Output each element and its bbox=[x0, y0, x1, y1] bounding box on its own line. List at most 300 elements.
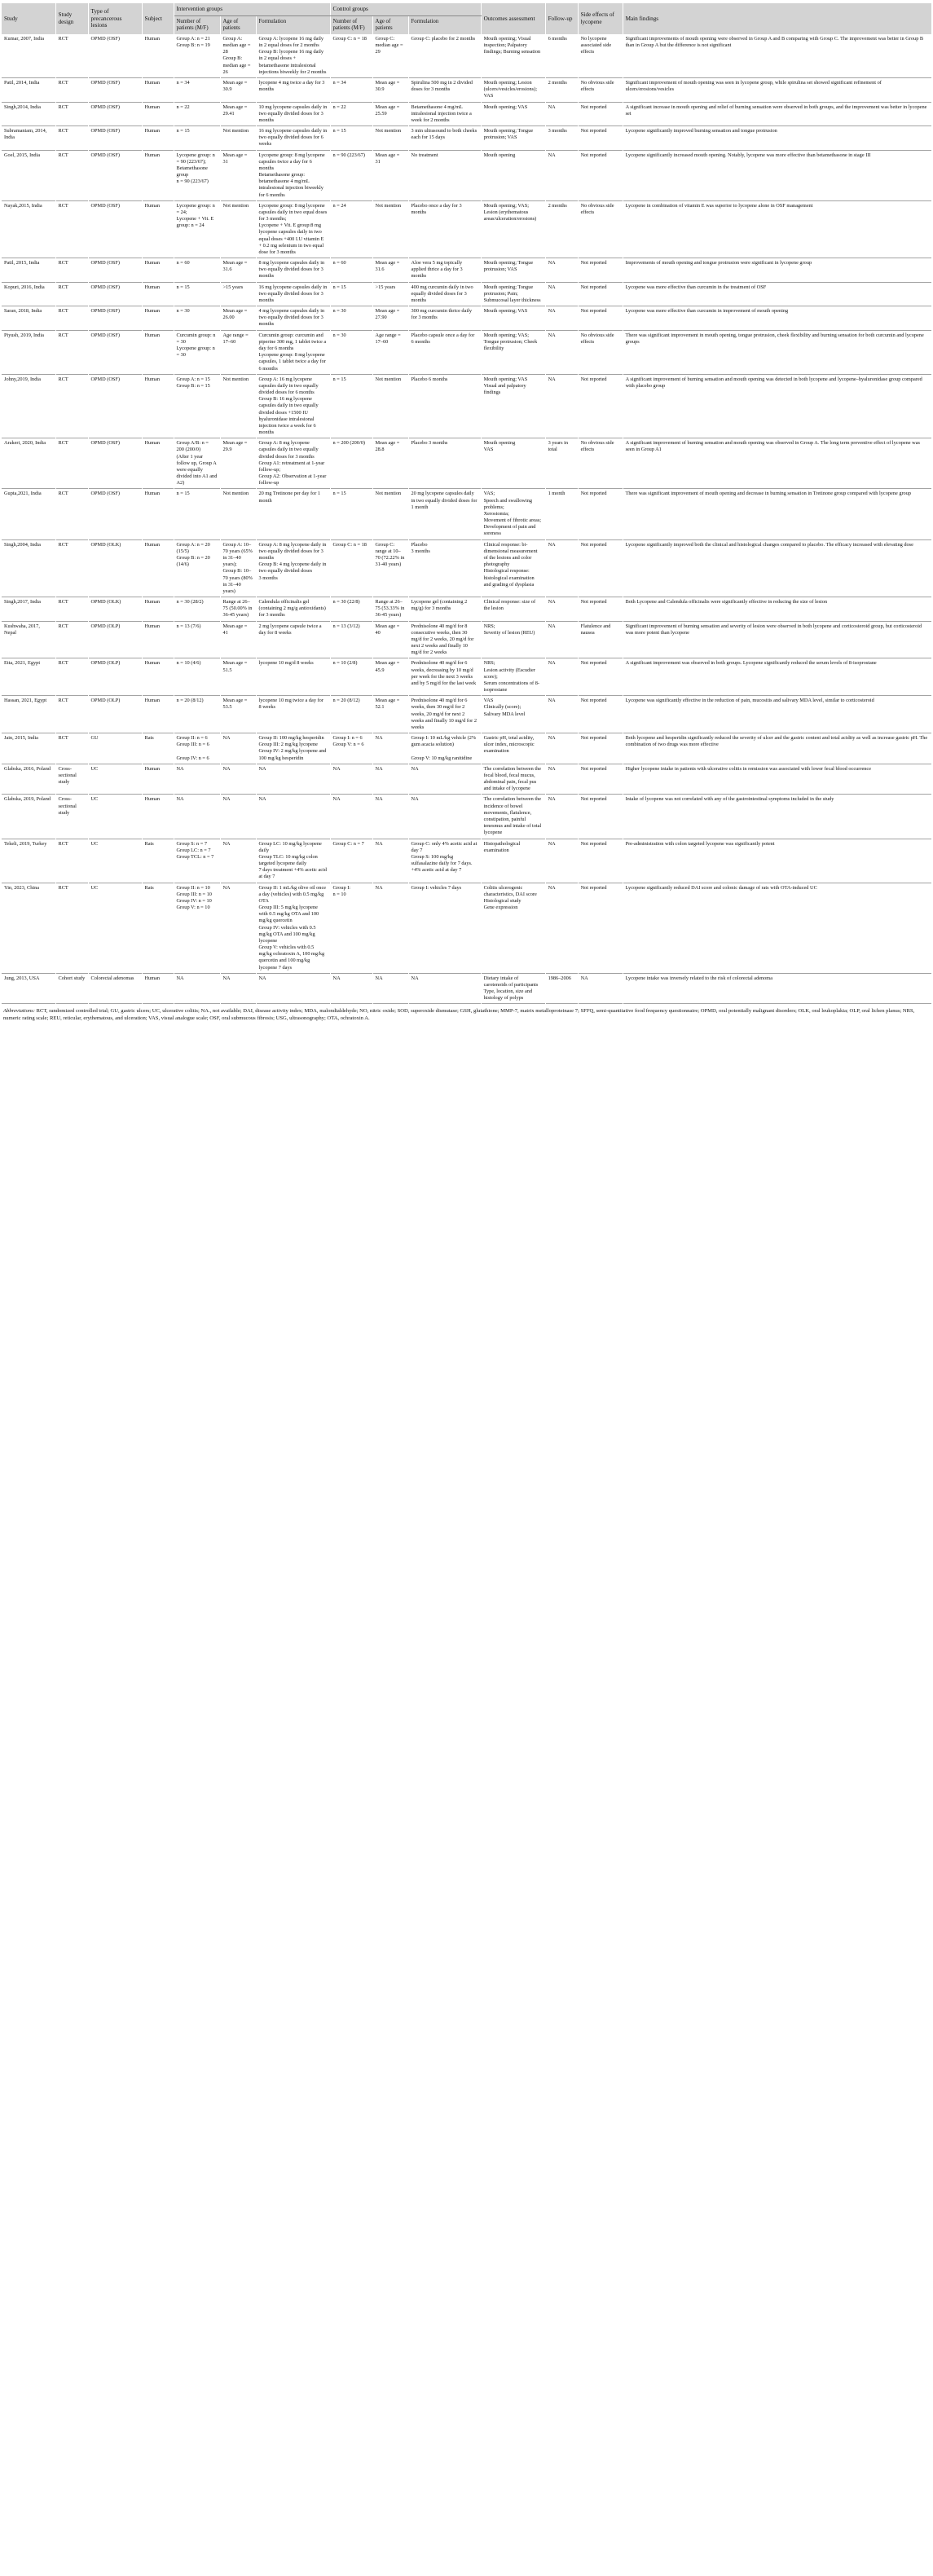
cell-control-formulation: NA bbox=[408, 973, 481, 1004]
cell-follow-up: NA bbox=[545, 883, 578, 973]
cell-intervention-age: Not mention bbox=[220, 200, 256, 258]
table-row bbox=[2, 330, 931, 374]
cell-subject: Human bbox=[142, 34, 174, 78]
cell-control-formulation: Group I: 10 mL/kg vehicle (2% gum acacia solution) Group V: 10 mg/kg ranitidine bbox=[408, 733, 481, 764]
cell-subject: Rats bbox=[142, 883, 174, 973]
cell-study: Tekeli, 2019, Turkey bbox=[2, 839, 55, 883]
cell-follow-up: NA bbox=[545, 795, 578, 839]
cell-intervention-formulation: 10 mg lycopene capsules daily in two equally divided doses for 3 months bbox=[256, 102, 330, 126]
cell-control-age: Group C: range at 10–70 (72.22% in 31-40 years) bbox=[372, 539, 408, 597]
header-control-formulation: Formulation bbox=[408, 15, 481, 34]
cell-control-formulation: Placebo 3 months bbox=[408, 539, 481, 597]
cell-study-design: RCT bbox=[55, 489, 88, 539]
cell-side-effects: No lycopene associated side effects bbox=[578, 34, 623, 78]
cell-intervention-formulation: Group LC: 10 mg/kg lycopene daily Group TLC: 10 mg/kg colon targeted lycopene daily 7 days treatment +4% acetic acid at day 7 bbox=[256, 839, 330, 883]
cell-study-design: RCT bbox=[55, 539, 88, 597]
cell-control-formulation: NA bbox=[408, 795, 481, 839]
cell-study: Gupta,2021, India bbox=[2, 489, 55, 539]
cell-control-n: Group I: n = 6 Group V: n = 6 bbox=[330, 733, 372, 764]
cell-main-findings: Lycopene intake was inversely related to the risk of colorectal adenoma bbox=[623, 973, 931, 1004]
cell-study: Kumar, 2007, India bbox=[2, 34, 55, 78]
cell-follow-up: NA bbox=[545, 597, 578, 622]
table-row bbox=[2, 102, 931, 126]
cell-lesion-type: OPMD (OSF) bbox=[88, 258, 142, 283]
cell-control-age: Age range = 17–60 bbox=[372, 330, 408, 374]
cell-follow-up: 2 months bbox=[545, 200, 578, 258]
cell-intervention-n: n = 30 (28/2) bbox=[174, 597, 220, 622]
cell-study-design: RCT bbox=[55, 839, 88, 883]
cell-control-n: n = 200 (200/0) bbox=[330, 438, 372, 489]
cell-control-n: Group C: n = 18 bbox=[330, 539, 372, 597]
cell-study: Jung, 2013, USA bbox=[2, 973, 55, 1004]
cell-control-formulation: Placebo 6 months bbox=[408, 374, 481, 438]
header-control-groups: Control groups bbox=[330, 3, 481, 15]
cell-intervention-n: NA bbox=[174, 973, 220, 1004]
cell-intervention-age: Group A: median age = 28 Group B: median age = 26 bbox=[220, 34, 256, 78]
cell-main-findings: Improvements of mouth opening and tongue protrusion were significant in lycopene group bbox=[623, 258, 931, 283]
cell-lesion-type: OPMD (OSF) bbox=[88, 34, 142, 78]
cell-intervention-formulation: 8 mg lycopene capsules daily in two equally divided doses for 3 months bbox=[256, 258, 330, 283]
cell-main-findings: Both lycopene and hesperidin significantly reduced the severity of ulcer and the gastric content and total acidity as well as increase gastric pH. The combination of two drugs was more effective bbox=[623, 733, 931, 764]
cell-intervention-n: Group A/B: n = 200 (200/0) (After 1 year follow up, Group A were equally divided into A1 and A2) bbox=[174, 438, 220, 489]
cell-study: Patil, 2014, India bbox=[2, 77, 55, 102]
cell-intervention-age: Mean age = 31.6 bbox=[220, 258, 256, 283]
cell-control-age: Mean age = 30.9 bbox=[372, 77, 408, 102]
cell-control-n: n = 30 (22/8) bbox=[330, 597, 372, 622]
cell-intervention-age: Range at 26–75 (50.00% in 36-45 years) bbox=[220, 597, 256, 622]
cell-intervention-n: Curcumin group: n = 30 Lycopene group: n = 30 bbox=[174, 330, 220, 374]
cell-study: Kopuri, 2016, India bbox=[2, 282, 55, 306]
cell-control-n: NA bbox=[330, 973, 372, 1004]
cell-intervention-n: n = 20 (8/12) bbox=[174, 696, 220, 733]
cell-subject: Human bbox=[142, 489, 174, 539]
cell-subject: Human bbox=[142, 77, 174, 102]
cell-intervention-formulation: Group II: 100 mg/kg hesperidin Group III: 2 mg/kg lycopene Group IV: 2 mg/kg lycopene and 100 mg/kg hesperidin bbox=[256, 733, 330, 764]
table-row bbox=[2, 374, 931, 438]
cell-main-findings: Lycopene was more effective than curcumin in improvement of mouth opening bbox=[623, 306, 931, 331]
cell-intervention-n: n = 34 bbox=[174, 77, 220, 102]
cell-subject: Human bbox=[142, 258, 174, 283]
header-follow-up: Follow-up bbox=[545, 3, 578, 34]
cell-intervention-age: NA bbox=[220, 764, 256, 795]
cell-subject: Human bbox=[142, 795, 174, 839]
cell-follow-up: NA bbox=[545, 839, 578, 883]
cell-follow-up: 3 years in total bbox=[545, 438, 578, 489]
cell-outcomes: Mouth opening; VAS Visual and palpatory findings bbox=[481, 374, 545, 438]
cell-intervention-n: Group A: n = 21 Group B: n = 19 bbox=[174, 34, 220, 78]
table-row bbox=[2, 658, 931, 696]
cell-study: Goel, 2015, India bbox=[2, 150, 55, 200]
cell-intervention-age: Not mention bbox=[220, 126, 256, 151]
cell-control-n: NA bbox=[330, 764, 372, 795]
cell-main-findings: Lycopene significantly improved burning sensation and tongue protrusion bbox=[623, 126, 931, 151]
table-row bbox=[2, 597, 931, 622]
cell-lesion-type: Colorectal adenomas bbox=[88, 973, 142, 1004]
cell-study: Jain, 2015, India bbox=[2, 733, 55, 764]
cell-intervention-age: Mean age = 30.9 bbox=[220, 77, 256, 102]
cell-side-effects: No obvious side effects bbox=[578, 77, 623, 102]
header-control-n: Number of patients (M/F) bbox=[330, 15, 372, 34]
cell-outcomes: Colitis ulcerogenic characteristics, DAI score Histological study Gene expression bbox=[481, 883, 545, 973]
cell-side-effects: Not reported bbox=[578, 658, 623, 696]
cell-control-age: Not mention bbox=[372, 200, 408, 258]
cell-control-age: Mean age = 28.8 bbox=[372, 438, 408, 489]
cell-study: Saran, 2018, India bbox=[2, 306, 55, 331]
cell-subject: Human bbox=[142, 539, 174, 597]
cell-intervention-n: Group II: n = 6 Group III: n = 6 Group IV: n = 6 bbox=[174, 733, 220, 764]
cell-lesion-type: UC bbox=[88, 839, 142, 883]
cell-main-findings: There was significant improvement in mouth opening, tongue protrusion, cheek flexibility and burning sensation for both curcumin and lycopene groups bbox=[623, 330, 931, 374]
cell-outcomes: Mouth opening; Visual inspection; Palpatory findings; Burning sensation bbox=[481, 34, 545, 78]
abbreviations-label: Abbreviations: bbox=[3, 1008, 35, 1015]
cell-control-formulation: Lycopene gel (containing 2 mg/g) for 3 months bbox=[408, 597, 481, 622]
cell-control-formulation: 400 mg curcumin daily in two equally divided doses for 3 months bbox=[408, 282, 481, 306]
cell-lesion-type: OPMD (OSF) bbox=[88, 150, 142, 200]
cell-control-formulation: 300 mg curcumin thrice daily for 3 months bbox=[408, 306, 481, 331]
cell-study-design: RCT bbox=[55, 34, 88, 78]
cell-control-n: NA bbox=[330, 795, 372, 839]
cell-outcomes: Mouth opening VAS bbox=[481, 438, 545, 489]
cell-side-effects: Not reported bbox=[578, 102, 623, 126]
cell-control-formulation: Group C: placebo for 2 months bbox=[408, 34, 481, 78]
cell-follow-up: NA bbox=[545, 539, 578, 597]
cell-study-design: RCT bbox=[55, 733, 88, 764]
header-main-findings: Main findings bbox=[623, 3, 931, 34]
table-row bbox=[2, 696, 931, 733]
table-header bbox=[2, 3, 931, 34]
cell-study: Subramaniam, 2014, India bbox=[2, 126, 55, 151]
cell-control-formulation: Placebo capsule once a day for 6 months bbox=[408, 330, 481, 374]
cell-main-findings: Lycopene was more effective than curcumin in the treatment of OSF bbox=[623, 282, 931, 306]
cell-side-effects: Not reported bbox=[578, 733, 623, 764]
cell-control-n: n = 22 bbox=[330, 102, 372, 126]
cell-study-design: RCT bbox=[55, 883, 88, 973]
cell-follow-up: NA bbox=[545, 150, 578, 200]
cell-intervention-formulation: NA bbox=[256, 764, 330, 795]
cell-study-design: RCT bbox=[55, 150, 88, 200]
table-row bbox=[2, 34, 931, 78]
cell-control-n: Group C: n = 7 bbox=[330, 839, 372, 883]
cell-outcomes: Mouth opening; VAS bbox=[481, 306, 545, 331]
cell-lesion-type: OPMD (OSF) bbox=[88, 330, 142, 374]
cell-control-formulation: Prednisolone 40 mg/d for 6 weeks, decreasing by 10 mg/d per week for the next 3 weeks and by 5 mg/d for the last week bbox=[408, 658, 481, 696]
cell-control-n: n = 24 bbox=[330, 200, 372, 258]
cell-study-design: RCT bbox=[55, 102, 88, 126]
cell-follow-up: NA bbox=[545, 374, 578, 438]
cell-side-effects: Not reported bbox=[578, 282, 623, 306]
cell-intervention-formulation: 16 mg lycopene capsules daily in two equally divided doses for 3 months bbox=[256, 282, 330, 306]
cell-outcomes: Histopathological examination bbox=[481, 839, 545, 883]
cell-control-n: n = 15 bbox=[330, 374, 372, 438]
cell-intervention-n: Lycopene group: n = 90 (223/67); Betamethasone group n = 90 (223/67) bbox=[174, 150, 220, 200]
cell-intervention-n: Group A: n = 15 Group B: n = 15 bbox=[174, 374, 220, 438]
table-row bbox=[2, 973, 931, 1004]
cell-outcomes: Dietary intake of carotenoids of participants Type, location, size and histology of polyps bbox=[481, 973, 545, 1004]
cell-intervention-age: Mean age = 29.41 bbox=[220, 102, 256, 126]
cell-intervention-age: NA bbox=[220, 883, 256, 973]
cell-subject: Human bbox=[142, 330, 174, 374]
table-row bbox=[2, 795, 931, 839]
cell-intervention-n: n = 30 bbox=[174, 306, 220, 331]
table-row bbox=[2, 77, 931, 102]
cell-study-design: RCT bbox=[55, 438, 88, 489]
cell-subject: Human bbox=[142, 306, 174, 331]
cell-lesion-type: OPMD (OSF) bbox=[88, 438, 142, 489]
cell-study-design: Cohort study bbox=[55, 973, 88, 1004]
cell-follow-up: 1 month bbox=[545, 489, 578, 539]
cell-side-effects: NA bbox=[578, 973, 623, 1004]
cell-control-formulation: 3 min ultrasound to both cheeks each for 15 days bbox=[408, 126, 481, 151]
cell-intervention-n: Lycopene group: n = 24; Lycopene + Vit. E group: n = 24 bbox=[174, 200, 220, 258]
cell-subject: Human bbox=[142, 658, 174, 696]
cell-intervention-n: n = 13 (7/6) bbox=[174, 621, 220, 658]
cell-study: Kushwaha, 2017, Nepal bbox=[2, 621, 55, 658]
cell-side-effects: Not reported bbox=[578, 597, 623, 622]
cell-side-effects: Not reported bbox=[578, 795, 623, 839]
cell-intervention-age: NA bbox=[220, 733, 256, 764]
cell-control-n: n = 13 (3/12) bbox=[330, 621, 372, 658]
cell-subject: Human bbox=[142, 438, 174, 489]
cell-side-effects: Not reported bbox=[578, 374, 623, 438]
cell-main-findings: Higher lycopene intake in patients with ulcerative colitis in remission was associated with lower fecal blood occurrence bbox=[623, 764, 931, 795]
cell-control-formulation: Group I: vehicles 7 days bbox=[408, 883, 481, 973]
table-row bbox=[2, 306, 931, 331]
cell-lesion-type: OPMD (OLK) bbox=[88, 597, 142, 622]
cell-study-design: RCT bbox=[55, 597, 88, 622]
cell-side-effects: Not reported bbox=[578, 126, 623, 151]
cell-subject: Human bbox=[142, 764, 174, 795]
cell-intervention-age: NA bbox=[220, 795, 256, 839]
cell-intervention-n: n = 10 (4/6) bbox=[174, 658, 220, 696]
cell-lesion-type: OPMD (OSF) bbox=[88, 102, 142, 126]
cell-intervention-formulation: lycopene 10 mg twice a day for 8 weeks bbox=[256, 696, 330, 733]
table-row bbox=[2, 258, 931, 283]
cell-intervention-age: Mean age = 53.5 bbox=[220, 696, 256, 733]
cell-main-findings: Significant improvement of mouth opening was seen in lycopene group, while spirulina set showed significant refinement of ulcers/erosions/vesicles bbox=[623, 77, 931, 102]
cell-follow-up: 3 months bbox=[545, 126, 578, 151]
cell-control-formulation: Placebo 3 months bbox=[408, 438, 481, 489]
cell-intervention-age: Not mention bbox=[220, 374, 256, 438]
cell-intervention-formulation: NA bbox=[256, 795, 330, 839]
cell-control-n: Group C: n = 18 bbox=[330, 34, 372, 78]
cell-control-formulation: Placebo once a day for 3 months bbox=[408, 200, 481, 258]
cell-follow-up: NA bbox=[545, 102, 578, 126]
cell-control-age: NA bbox=[372, 973, 408, 1004]
cell-intervention-formulation: Group II: 1 mL/kg olive oil once a day (vehicles) with 0.5 mg/kg OTA Group III: 5 mg/kg lycopene with 0.5 mg/kg OTA and 100 mg/kg quercetin Group IV: vehicles with 0.5 mg/kg OTA and 100 mg/kg lycopene Group V: vehicles with 0.5 mg/kg ochratoxin A, 100 mg/kg quercetin and 100 mg/kg lycopene 7 days bbox=[256, 883, 330, 973]
cell-study: Etta, 2021, Egypt bbox=[2, 658, 55, 696]
cell-control-n: n = 60 bbox=[330, 258, 372, 283]
cell-intervention-n: Group S: n = 7 Group LC: n = 7 Group TCL: n = 7 bbox=[174, 839, 220, 883]
header-study-design: Study design bbox=[55, 3, 88, 34]
cell-outcomes: NRS; Severity of lesion (REU) bbox=[481, 621, 545, 658]
cell-intervention-formulation: Lycopene group: 8 mg lycopene capsules twice a day for 6 months Betamethasone group: betamethasone 4 mg/mL intralesional injection biweekly for 6 months bbox=[256, 150, 330, 200]
cell-study: Singh,2014, India bbox=[2, 102, 55, 126]
cell-study-design: Cross-sectional study bbox=[55, 795, 88, 839]
header-control-age: Age of patients bbox=[372, 15, 408, 34]
cell-outcomes: Mouth opening; Tongue protrusion; Pain; Submucosal layer thickness bbox=[481, 282, 545, 306]
cell-study: Glabska, 2016, Poland bbox=[2, 764, 55, 795]
cell-side-effects: Flatulence and nausea bbox=[578, 621, 623, 658]
cell-study: Hassan, 2021, Egypt bbox=[2, 696, 55, 733]
cell-study: Singh,2004, India bbox=[2, 539, 55, 597]
cell-intervention-formulation: 16 mg lycopene capsules daily in two equally divided doses for 6 weeks bbox=[256, 126, 330, 151]
table-row bbox=[2, 150, 931, 200]
cell-control-n: n = 20 (8/12) bbox=[330, 696, 372, 733]
cell-intervention-n: n = 15 bbox=[174, 282, 220, 306]
cell-subject: Human bbox=[142, 597, 174, 622]
header-side-effects: Side effects of lycopene bbox=[578, 3, 623, 34]
cell-main-findings: Significant improvements of mouth opening were observed in Group A and B comparing with Group C. The improvement was better in Group B than in Group A but the difference is not significant bbox=[623, 34, 931, 78]
cell-main-findings: There was significant improvement of mouth opening and decrease in burning sensation in Tretinone group compared with lycopene group bbox=[623, 489, 931, 539]
cell-side-effects: Not reported bbox=[578, 150, 623, 200]
cell-control-age: Mean age = 27.90 bbox=[372, 306, 408, 331]
cell-subject: Rats bbox=[142, 839, 174, 883]
cell-lesion-type: OPMD (OLK) bbox=[88, 539, 142, 597]
cell-intervention-formulation: NA bbox=[256, 973, 330, 1004]
cell-follow-up: NA bbox=[545, 696, 578, 733]
cell-outcomes: NRS; Lesion activity (Escudier score); Serum concentrations of 8-isoprostane bbox=[481, 658, 545, 696]
cell-main-findings: Both Lycopene and Calendula officinalis were significantly effective in reducing the size of lesion bbox=[623, 597, 931, 622]
table-row bbox=[2, 282, 931, 306]
cell-intervention-formulation: 20 mg Tretinone per day for 1 month bbox=[256, 489, 330, 539]
cell-follow-up: NA bbox=[545, 258, 578, 283]
cell-main-findings: A significant improvement of burning sensation and mouth opening was detected in both lycopene and lycopene–hyaluronidase group compared with placebo group bbox=[623, 374, 931, 438]
cell-control-formulation: Betamethasone 4 mg/mL intralesional injection twice a week for 2 months bbox=[408, 102, 481, 126]
cell-intervention-age: NA bbox=[220, 973, 256, 1004]
cell-side-effects: Not reported bbox=[578, 258, 623, 283]
table-row bbox=[2, 883, 931, 973]
cell-main-findings: Lycopene significantly reduced DAI score and colonic damage of rats with OTA-induced UC bbox=[623, 883, 931, 973]
table-row bbox=[2, 438, 931, 489]
cell-control-age: Not mention bbox=[372, 489, 408, 539]
cell-intervention-formulation: lycopene 4 mg twice a day for 3 months bbox=[256, 77, 330, 102]
cell-outcomes: Mouth opening; Tongue protrusion; VAS bbox=[481, 126, 545, 151]
table-row bbox=[2, 621, 931, 658]
cell-intervention-age: Not mention bbox=[220, 489, 256, 539]
cell-intervention-formulation: 4 mg lycopene capsules daily in two equally divided doses for 3 months bbox=[256, 306, 330, 331]
cell-control-age: Mean age = 31.6 bbox=[372, 258, 408, 283]
cell-intervention-n: NA bbox=[174, 764, 220, 795]
cell-control-age: Not mention bbox=[372, 126, 408, 151]
cell-outcomes: Clinical response: bi-dimensional measurement of the lesions and color photography Histological response: histological examination and grading of dysplasia bbox=[481, 539, 545, 597]
cell-follow-up: 6 months bbox=[545, 34, 578, 78]
cell-follow-up: NA bbox=[545, 658, 578, 696]
cell-control-formulation: Group C: only 4% acetic acid at day 7 Group S: 100 mg/kg sulfasalazine daily for 7 days. +4% acetic acid at day 7 bbox=[408, 839, 481, 883]
cell-intervention-formulation: Group A: 8 mg lycopene capsules daily in two equally divided doses for 3 months Group A1: retreatment at 1-year follow-up; Group A2: Observation at 1-year follow-up bbox=[256, 438, 330, 489]
header-intervention-n: Number of patients (M/F) bbox=[174, 15, 220, 34]
cell-control-age: >15 years bbox=[372, 282, 408, 306]
cell-lesion-type: OPMD (OSF) bbox=[88, 126, 142, 151]
cell-subject: Human bbox=[142, 374, 174, 438]
cell-outcomes: Mouth opening; Lesion (ulcers/vesicles/erosions); VAS bbox=[481, 77, 545, 102]
cell-side-effects: Not reported bbox=[578, 306, 623, 331]
cell-outcomes: VAS; Speech and swallowing problems; Xerostomia; Movement of fibrotic areas; Development of pain and soreness bbox=[481, 489, 545, 539]
cell-study-design: RCT bbox=[55, 77, 88, 102]
cell-subject: Human bbox=[142, 621, 174, 658]
cell-intervention-formulation: Calendula officinalis gel (containing 2 mg/g antioxidants) for 3 months bbox=[256, 597, 330, 622]
cell-study-design: RCT bbox=[55, 658, 88, 696]
cell-intervention-n: n = 15 bbox=[174, 489, 220, 539]
cell-outcomes: Mouth opening; VAS; Tongue protrusion; Cheek flexibility bbox=[481, 330, 545, 374]
abbreviations-footnote bbox=[3, 1008, 930, 1023]
cell-study: Yin, 2023, China bbox=[2, 883, 55, 973]
cell-study-design: RCT bbox=[55, 258, 88, 283]
cell-main-findings: Pre-administration with colon targeted lycopene was significantly potent bbox=[623, 839, 931, 883]
cell-intervention-formulation: Curcumin group: curcumin and piperine 300 mg, 1 tablet twice a day for 6 months Lycopene group: 8 mg lycopene capsules, 1 tablet twice a day for 6 months bbox=[256, 330, 330, 374]
abbreviations-text: RCT, randomized controlled trial; GU, gastric ulcers; UC, ulcerative colitis; NA., not available; DAI, disease activity index; MDA, malondialdehyde; NO, nitric oxide; SOD, superoxide dismutase; GSH, glutathione; MMP-7, matrix metalloproteinase 7; SFFQ, semi-quantitative food frequency questionnaire; OPMD, oral potentially malignant disorders; OLK, oral leukoplakia; OLP, oral lichen planus; NRS, numeric rating scale; REU, reticular, erythematous, and ulceration; VAS, visual analogue scale; OSF, oral submucous fibrosis; USG, ultrasonography; OTA, ochratoxin A. bbox=[3, 1008, 915, 1022]
cell-control-n: n = 15 bbox=[330, 126, 372, 151]
cell-control-age: Mean age = 52.1 bbox=[372, 696, 408, 733]
cell-control-age: NA bbox=[372, 764, 408, 795]
cell-main-findings: Lycopene was significantly effective in the reduction of pain, mucositis and salivary MDA level, similar to corticosteroid bbox=[623, 696, 931, 733]
cell-control-formulation: 20 mg lycopene capsules daily in two equally divided doses for 1 month bbox=[408, 489, 481, 539]
cell-lesion-type: OPMD (OSF) bbox=[88, 77, 142, 102]
cell-outcomes: The correlation between the incidence of bowel movements, flatulence, constipation, painful tenesmus and intake of total lycopene bbox=[481, 795, 545, 839]
header-intervention-age: Age of patients bbox=[220, 15, 256, 34]
cell-outcomes: Mouth opening bbox=[481, 150, 545, 200]
cell-side-effects: Not reported bbox=[578, 764, 623, 795]
cell-study: Patil, 2015, India bbox=[2, 258, 55, 283]
header-outcomes: Outcomes assessment bbox=[481, 3, 545, 34]
cell-intervention-formulation: lycopene 10 mg/d 8 weeks bbox=[256, 658, 330, 696]
cell-control-age: NA bbox=[372, 795, 408, 839]
cell-main-findings: Significant improvement of burning sensation and severity of lesion were observed in both lycopene and corticosteroid group, but corticosteroid was more potent than lycopene bbox=[623, 621, 931, 658]
cell-control-n: Group I: n = 10 bbox=[330, 883, 372, 973]
cell-main-findings: Lycopene significantly increased mouth opening. Notably, lycopene was more effective than betamethasone in stage III bbox=[623, 150, 931, 200]
cell-control-n: n = 15 bbox=[330, 282, 372, 306]
cell-main-findings: Lycopene significantly improved both the clinical and histological changes compared to placebo. The efficacy increased with elevating dose bbox=[623, 539, 931, 597]
cell-intervention-formulation: 2 mg lycopene capsule twice a day for 8 weeks bbox=[256, 621, 330, 658]
cell-outcomes: The correlation between the fecal blood, fecal mucus, abdominal pain, fecal pus and intake of lycopene bbox=[481, 764, 545, 795]
cell-intervention-age: >15 years bbox=[220, 282, 256, 306]
cell-study: Johny,2019, India bbox=[2, 374, 55, 438]
cell-lesion-type: UC bbox=[88, 883, 142, 973]
cell-control-n: n = 30 bbox=[330, 306, 372, 331]
table-row bbox=[2, 733, 931, 764]
cell-control-age: Group C: median age = 29 bbox=[372, 34, 408, 78]
cell-outcomes: VAS Clinically (score); Salivary MDA level bbox=[481, 696, 545, 733]
cell-intervention-age: Mean age = 41 bbox=[220, 621, 256, 658]
document-page bbox=[0, 0, 933, 1028]
cell-control-age: NA bbox=[372, 733, 408, 764]
cell-control-formulation: Aloe vera 5 mg topically applied thrice a day for 3 months bbox=[408, 258, 481, 283]
cell-control-n: n = 10 (2/8) bbox=[330, 658, 372, 696]
cell-lesion-type: UC bbox=[88, 795, 142, 839]
cell-lesion-type: GU bbox=[88, 733, 142, 764]
cell-lesion-type: OPMD (OLP) bbox=[88, 696, 142, 733]
lycopene-studies-table bbox=[2, 3, 932, 1004]
cell-side-effects: Not reported bbox=[578, 489, 623, 539]
cell-subject: Human bbox=[142, 200, 174, 258]
cell-intervention-formulation: Group A: 8 mg lycopene daily in two equally divided doses for 3 months Group B: 4 mg lycopene daily in two equally divided doses 3 months bbox=[256, 539, 330, 597]
cell-control-n: n = 30 bbox=[330, 330, 372, 374]
cell-lesion-type: OPMD (OLP) bbox=[88, 621, 142, 658]
cell-lesion-type: OPMD (OSF) bbox=[88, 306, 142, 331]
cell-control-age: Not mention bbox=[372, 374, 408, 438]
cell-main-findings: A significant increase in mouth opening and relief of burning sensation were observed in both groups, and the improvement was better in lycopene set bbox=[623, 102, 931, 126]
cell-lesion-type: OPMD (OSF) bbox=[88, 374, 142, 438]
cell-study-design: RCT bbox=[55, 200, 88, 258]
cell-control-formulation: NA bbox=[408, 764, 481, 795]
cell-study-design: RCT bbox=[55, 696, 88, 733]
cell-intervention-age: NA bbox=[220, 839, 256, 883]
cell-follow-up: NA bbox=[545, 764, 578, 795]
cell-follow-up: 1986–2006 bbox=[545, 973, 578, 1004]
cell-control-n: n = 90 (223/67) bbox=[330, 150, 372, 200]
table-body bbox=[2, 34, 931, 1004]
cell-subject: Human bbox=[142, 102, 174, 126]
cell-intervention-n: Group A: n = 20 (15/5) Group B: n = 20 (14/6) bbox=[174, 539, 220, 597]
